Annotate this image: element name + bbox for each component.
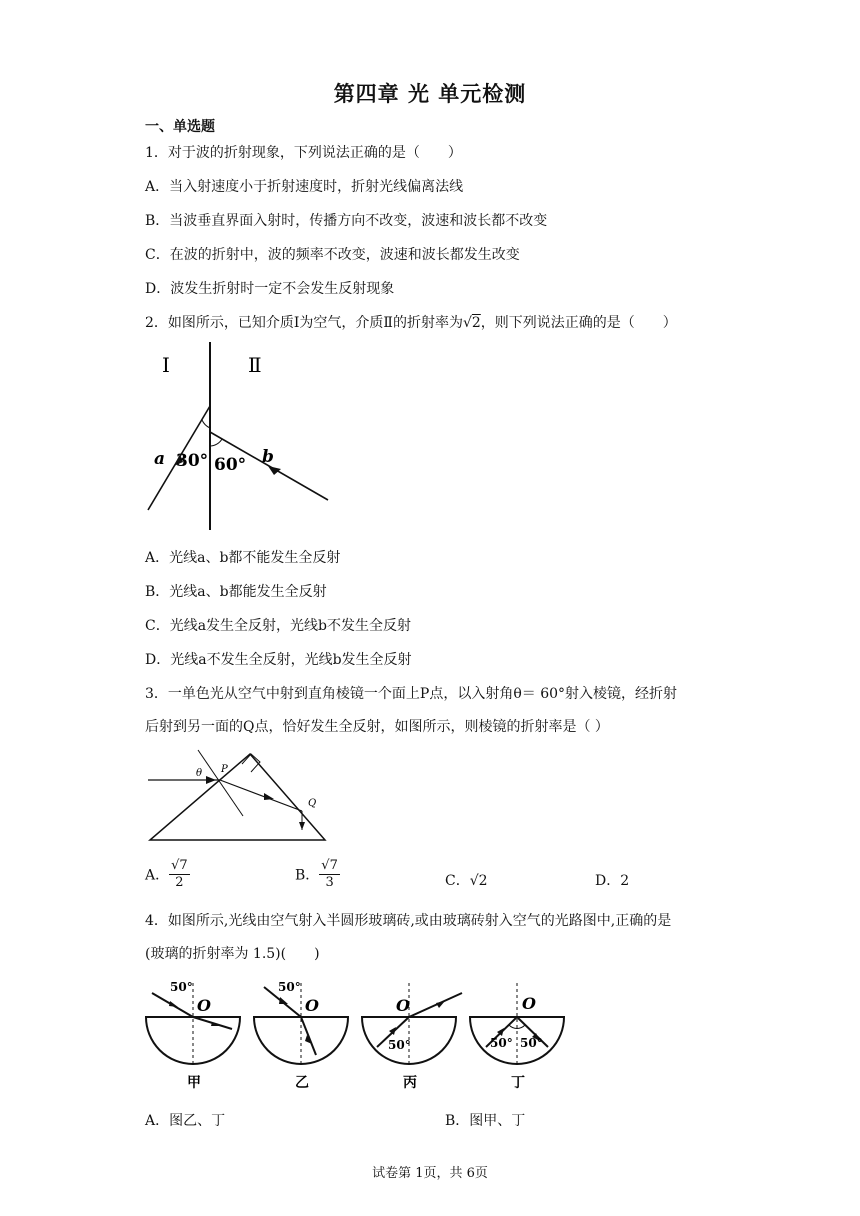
center-o: O: [305, 996, 319, 1015]
q3-option-c: C．√2: [445, 873, 488, 889]
question-4-stem-line2: (玻璃的折射率为 1.5)( ): [145, 946, 320, 962]
question-2-stem: [145, 312, 677, 332]
q3-option-b: [295, 858, 340, 891]
fraction-numerator: √7: [321, 858, 338, 873]
label-medium-i: I: [162, 353, 170, 377]
question-4-stem-line1: 4．如图所示,光线由空气射入半圆形玻璃砖,或由玻璃砖射入空气的光路图中,正确的是: [145, 913, 672, 929]
q3-option-a: [145, 858, 190, 891]
q3-option-b-label: B．: [295, 867, 320, 884]
question-3-stem-line1: 3．一单色光从空气中射到直角棱镜一个面上P点，以入射角θ＝ 60°射入棱镜，经折射: [145, 686, 678, 702]
angle-label-right: 50°: [520, 1036, 543, 1050]
q2-option-d: D．光线a不发生全反射，光线b发生全反射: [145, 652, 412, 668]
q1-option-b: B．当波垂直界面入射时，传播方向不改变，波速和波长都不改变: [145, 213, 548, 229]
q4-option-b: B．图甲、丁: [445, 1113, 526, 1129]
label-ray-b: b: [262, 447, 274, 467]
q3-option-b-fraction: [319, 858, 340, 891]
angle-label: 50°: [278, 980, 301, 994]
label-point-q: Q: [308, 798, 317, 809]
question-1-stem: 1．对于波的折射现象，下列说法正确的是（ ）: [145, 145, 462, 161]
label-theta: θ: [196, 768, 203, 779]
q1-option-c: C．在波的折射中，波的频率不改变，波速和波长都发生改变: [145, 247, 520, 263]
q2-figure: [140, 338, 340, 533]
center-o: O: [522, 994, 536, 1013]
caption-bing: 丙: [403, 1075, 417, 1091]
q4-figure: [140, 973, 580, 1098]
page-title: 第四章 光 单元检测: [333, 82, 527, 106]
q4-option-a: A．图乙、丁: [145, 1113, 226, 1129]
fraction-denominator: 3: [325, 875, 334, 890]
caption-jia: 甲: [187, 1075, 201, 1091]
q2-stem-part2: ，则下列说法正确的是（ ）: [480, 315, 677, 331]
page-footer: 试卷第 1页，共 6页: [372, 1166, 488, 1181]
q2-option-c: C．光线a发生全反射，光线b不发生全反射: [145, 618, 412, 634]
q3-option-d: D．2: [595, 873, 630, 889]
question-3-stem-line2: 后射到另一面的Q点，恰好发生全反射，如图所示，则棱镜的折射率是（ ）: [145, 719, 609, 735]
sqrt-symbol: √2: [462, 315, 481, 331]
angle-label-left: 50°: [490, 1036, 513, 1050]
diagram-jia: [146, 980, 240, 1091]
fraction-numerator: √7: [171, 858, 188, 873]
q3-option-a-fraction: [169, 858, 190, 891]
angle-label: 50°: [388, 1038, 411, 1052]
caption-yi: 乙: [295, 1075, 309, 1091]
q2-stem-part1: 2．如图所示，已知介质Ⅰ为空气，介质Ⅱ的折射率为: [145, 315, 463, 331]
label-medium-ii: Ⅱ: [248, 353, 262, 377]
angle-30: 30°: [176, 451, 209, 471]
q1-option-a: A．当入射速度小于折射速度时，折射光线偏离法线: [145, 179, 464, 195]
q2-sqrt-radicand: 2: [471, 315, 481, 331]
fraction-denominator: 2: [175, 875, 184, 890]
diagram-yi: [254, 980, 348, 1091]
caption-ding: 丁: [511, 1075, 525, 1091]
diagram-bing: [362, 983, 462, 1091]
q2-option-b: B．光线a、b都能发生全反射: [145, 584, 327, 600]
q1-option-d: D．波发生折射时一定不会发生反射现象: [145, 281, 395, 297]
center-o: O: [197, 996, 211, 1015]
center-o: O: [396, 996, 410, 1015]
diagram-ding: [470, 983, 564, 1091]
label-ray-a: a: [154, 449, 166, 469]
angle-60: 60°: [214, 455, 247, 475]
section-heading: 一、单选题: [145, 119, 215, 135]
q2-option-a: A．光线a、b都不能发生全反射: [145, 550, 341, 566]
angle-label: 50°: [170, 980, 193, 994]
q3-option-a-label: A．: [145, 867, 170, 884]
q3-figure: [140, 748, 340, 848]
label-point-p: P: [221, 764, 228, 775]
